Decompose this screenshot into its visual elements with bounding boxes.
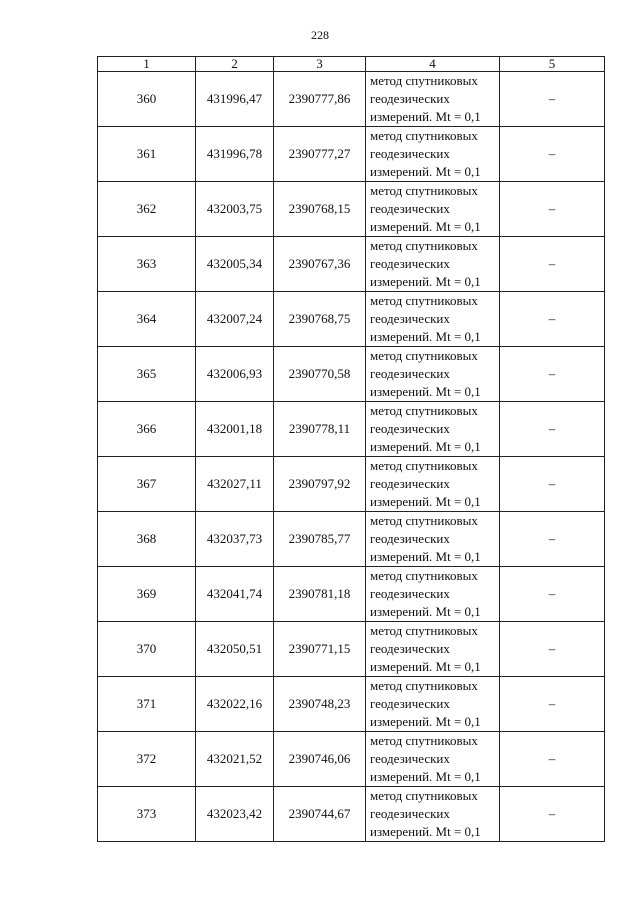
point-number-cell: 361 bbox=[98, 127, 196, 182]
method-line: геодезических bbox=[370, 91, 450, 106]
table-row bbox=[98, 72, 605, 127]
x-coordinate-cell: 432006,93 bbox=[196, 347, 274, 402]
column-header-1: 1 bbox=[98, 57, 196, 72]
method-line: метод спутниковых bbox=[370, 733, 478, 748]
method-line: метод спутниковых bbox=[370, 458, 478, 473]
method-line: геодезических bbox=[370, 366, 450, 381]
x-coordinate-cell: 432001,18 bbox=[196, 402, 274, 457]
method-line: измерений. Mt = 0,1 bbox=[370, 329, 481, 344]
method-line: геодезических bbox=[370, 201, 450, 216]
table-row bbox=[98, 567, 605, 622]
method-cell bbox=[366, 347, 500, 402]
note-cell: – bbox=[500, 567, 605, 622]
y-coordinate-cell: 2390785,77 bbox=[274, 512, 366, 567]
method-cell bbox=[366, 787, 500, 842]
table-row bbox=[98, 127, 605, 182]
point-number-cell: 364 bbox=[98, 292, 196, 347]
x-coordinate-cell: 432027,11 bbox=[196, 457, 274, 512]
note-cell: – bbox=[500, 402, 605, 457]
method-line: метод спутниковых bbox=[370, 183, 478, 198]
method-line: метод спутниковых bbox=[370, 73, 478, 88]
method-line: измерений. Mt = 0,1 bbox=[370, 769, 481, 784]
table-row bbox=[98, 512, 605, 567]
y-coordinate-cell: 2390777,86 bbox=[274, 72, 366, 127]
y-coordinate-cell: 2390781,18 bbox=[274, 567, 366, 622]
column-header-2: 2 bbox=[196, 57, 274, 72]
method-line: метод спутниковых bbox=[370, 678, 478, 693]
x-coordinate-cell: 432022,16 bbox=[196, 677, 274, 732]
page-number: 228 bbox=[311, 28, 329, 42]
table-row bbox=[98, 732, 605, 787]
x-coordinate-cell: 431996,47 bbox=[196, 72, 274, 127]
table-row bbox=[98, 622, 605, 677]
method-line: измерений. Mt = 0,1 bbox=[370, 109, 481, 124]
method-line: геодезических bbox=[370, 421, 450, 436]
y-coordinate-cell: 2390771,15 bbox=[274, 622, 366, 677]
method-line: измерений. Mt = 0,1 bbox=[370, 494, 481, 509]
point-number-cell: 360 bbox=[98, 72, 196, 127]
note-cell: – bbox=[500, 732, 605, 787]
method-line: метод спутниковых bbox=[370, 128, 478, 143]
y-coordinate-cell: 2390777,27 bbox=[274, 127, 366, 182]
table-row bbox=[98, 457, 605, 512]
method-line: метод спутниковых bbox=[370, 293, 478, 308]
method-line: геодезических bbox=[370, 751, 450, 766]
x-coordinate-cell: 432050,51 bbox=[196, 622, 274, 677]
x-coordinate-cell: 432041,74 bbox=[196, 567, 274, 622]
point-number-cell: 372 bbox=[98, 732, 196, 787]
note-cell: – bbox=[500, 787, 605, 842]
method-cell bbox=[366, 127, 500, 182]
note-cell: – bbox=[500, 347, 605, 402]
method-line: измерений. Mt = 0,1 bbox=[370, 659, 481, 674]
method-line: геодезических bbox=[370, 586, 450, 601]
note-cell: – bbox=[500, 292, 605, 347]
x-coordinate-cell: 432007,24 bbox=[196, 292, 274, 347]
y-coordinate-cell: 2390797,92 bbox=[274, 457, 366, 512]
method-line: метод спутниковых bbox=[370, 403, 478, 418]
note-cell: – bbox=[500, 512, 605, 567]
table-row bbox=[98, 677, 605, 732]
method-cell bbox=[366, 402, 500, 457]
point-number-cell: 370 bbox=[98, 622, 196, 677]
y-coordinate-cell: 2390767,36 bbox=[274, 237, 366, 292]
column-header-4: 4 bbox=[366, 57, 500, 72]
column-header-5: 5 bbox=[500, 57, 605, 72]
y-coordinate-cell: 2390770,58 bbox=[274, 347, 366, 402]
point-number-cell: 369 bbox=[98, 567, 196, 622]
column-header-3: 3 bbox=[274, 57, 366, 72]
method-line: метод спутниковых bbox=[370, 568, 478, 583]
table-row bbox=[98, 292, 605, 347]
method-line: геодезических bbox=[370, 476, 450, 491]
y-coordinate-cell: 2390768,75 bbox=[274, 292, 366, 347]
point-number-cell: 363 bbox=[98, 237, 196, 292]
method-line: измерений. Mt = 0,1 bbox=[370, 164, 481, 179]
table-row bbox=[98, 237, 605, 292]
method-line: метод спутниковых bbox=[370, 238, 478, 253]
note-cell: – bbox=[500, 237, 605, 292]
point-number-cell: 373 bbox=[98, 787, 196, 842]
x-coordinate-cell: 432021,52 bbox=[196, 732, 274, 787]
table-body bbox=[98, 72, 605, 842]
method-line: геодезических bbox=[370, 641, 450, 656]
table-row bbox=[98, 787, 605, 842]
method-line: геодезических bbox=[370, 311, 450, 326]
method-line: измерений. Mt = 0,1 bbox=[370, 219, 481, 234]
method-line: измерений. Mt = 0,1 bbox=[370, 439, 481, 454]
note-cell: – bbox=[500, 622, 605, 677]
point-number-cell: 371 bbox=[98, 677, 196, 732]
method-line: геодезических bbox=[370, 256, 450, 271]
x-coordinate-cell: 431996,78 bbox=[196, 127, 274, 182]
method-cell bbox=[366, 567, 500, 622]
method-line: метод спутниковых bbox=[370, 348, 478, 363]
method-cell bbox=[366, 182, 500, 237]
table-row bbox=[98, 347, 605, 402]
method-line: измерений. Mt = 0,1 bbox=[370, 384, 481, 399]
x-coordinate-cell: 432005,34 bbox=[196, 237, 274, 292]
note-cell: – bbox=[500, 127, 605, 182]
x-coordinate-cell: 432023,42 bbox=[196, 787, 274, 842]
point-number-cell: 366 bbox=[98, 402, 196, 457]
method-line: измерений. Mt = 0,1 bbox=[370, 274, 481, 289]
method-line: измерений. Mt = 0,1 bbox=[370, 824, 481, 839]
method-cell bbox=[366, 512, 500, 567]
point-number-cell: 365 bbox=[98, 347, 196, 402]
coordinates-table bbox=[97, 56, 605, 842]
method-cell bbox=[366, 732, 500, 787]
y-coordinate-cell: 2390778,11 bbox=[274, 402, 366, 457]
method-line: метод спутниковых bbox=[370, 623, 478, 638]
method-cell bbox=[366, 457, 500, 512]
method-line: геодезических bbox=[370, 146, 450, 161]
note-cell: – bbox=[500, 457, 605, 512]
method-line: метод спутниковых bbox=[370, 513, 478, 528]
method-line: геодезических bbox=[370, 696, 450, 711]
x-coordinate-cell: 432037,73 bbox=[196, 512, 274, 567]
method-cell bbox=[366, 237, 500, 292]
method-line: измерений. Mt = 0,1 bbox=[370, 714, 481, 729]
table-row bbox=[98, 182, 605, 237]
method-cell bbox=[366, 677, 500, 732]
point-number-cell: 368 bbox=[98, 512, 196, 567]
method-line: измерений. Mt = 0,1 bbox=[370, 549, 481, 564]
note-cell: – bbox=[500, 72, 605, 127]
point-number-cell: 367 bbox=[98, 457, 196, 512]
method-line: геодезических bbox=[370, 806, 450, 821]
point-number-cell: 362 bbox=[98, 182, 196, 237]
y-coordinate-cell: 2390744,67 bbox=[274, 787, 366, 842]
method-cell bbox=[366, 622, 500, 677]
table-header-row bbox=[98, 57, 605, 72]
note-cell: – bbox=[500, 182, 605, 237]
y-coordinate-cell: 2390748,23 bbox=[274, 677, 366, 732]
method-line: метод спутниковых bbox=[370, 788, 478, 803]
method-line: геодезических bbox=[370, 531, 450, 546]
method-cell bbox=[366, 292, 500, 347]
table-row bbox=[98, 402, 605, 457]
x-coordinate-cell: 432003,75 bbox=[196, 182, 274, 237]
y-coordinate-cell: 2390768,15 bbox=[274, 182, 366, 237]
method-line: измерений. Mt = 0,1 bbox=[370, 604, 481, 619]
y-coordinate-cell: 2390746,06 bbox=[274, 732, 366, 787]
method-cell bbox=[366, 72, 500, 127]
note-cell: – bbox=[500, 677, 605, 732]
